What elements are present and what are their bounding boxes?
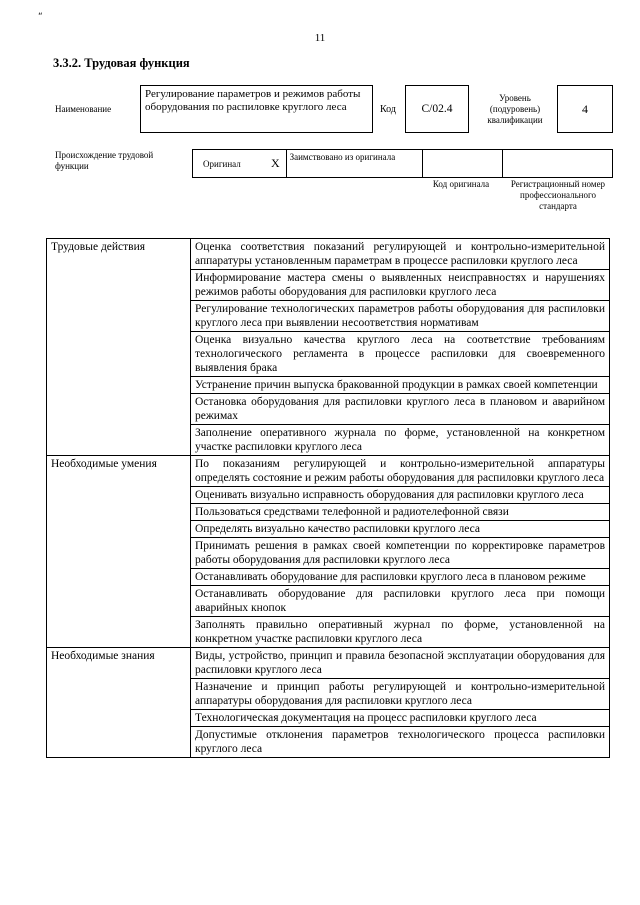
table-cell: Устранение причин выпуска бракованной продукции в рамках своей компетенции bbox=[191, 377, 610, 394]
table-cell: Принимать решения в рамках своей компетенции по корректировке параметров работы оборудования для распиловки круглого леса bbox=[191, 538, 610, 569]
name-label: Наименование bbox=[55, 104, 112, 114]
table-cell: Назначение и принцип работы регулирующей и контрольно-измерительной аппаратуры оборудования для распиловки круглого леса bbox=[191, 679, 610, 710]
code-original-caption: Код оригинала bbox=[432, 179, 490, 189]
reg-number-caption: Регистрационный номер профессионального стандарта bbox=[510, 179, 606, 211]
section-label: Трудовые действия bbox=[47, 239, 191, 456]
labor-function-table bbox=[46, 238, 610, 758]
table-cell: Останавливать оборудование для распиловки круглого леса в плановом режиме bbox=[191, 569, 610, 586]
original-cell bbox=[193, 150, 287, 177]
borrowed-label: Заимствовано из оригинала bbox=[289, 152, 396, 162]
table-cell: Пользоваться средствами телефонной и радиотелефонной связи bbox=[191, 504, 610, 521]
section-title: 3.3.2. Трудовая функция bbox=[53, 56, 190, 70]
code-value-box: C/02.4 bbox=[405, 85, 469, 133]
section-label: Необходимые умения bbox=[47, 456, 191, 648]
table-cell: Оценивать визуально исправность оборудования для распиловки круглого леса bbox=[191, 487, 610, 504]
origin-table bbox=[192, 149, 613, 178]
table-cell: Информирование мастера смены о выявленных неисправностях и нарушениях режимов работы оборудования для распиловки круглого леса bbox=[191, 270, 610, 301]
code-label: Код bbox=[380, 104, 396, 115]
table-row bbox=[47, 239, 610, 270]
table-cell: Виды, устройство, принцип и правила безопасной эксплуатации оборудования для распиловки круглого леса bbox=[191, 648, 610, 679]
table-cell: Заполнение оперативного журнала по форме, установленной на конкретном участке распиловки круглого леса bbox=[191, 425, 610, 456]
table-cell: Технологическая документация на процесс распиловки круглого леса bbox=[191, 710, 610, 727]
table-cell: По показаниям регулирующей и контрольно-измерительной аппаратуры определять состояние и режим работы оборудования для распиловки круглого леса bbox=[191, 456, 610, 487]
table-cell: Допустимые отклонения параметров технологического процесса распиловки круглого леса bbox=[191, 727, 610, 758]
table-row bbox=[47, 648, 610, 679]
table-cell: Остановка оборудования для распиловки круглого леса в плановом и аварийном режимах bbox=[191, 394, 610, 425]
reg-number-cell bbox=[503, 150, 612, 177]
table-cell: Останавливать оборудование для распиловки круглого леса при помощи аварийных кнопок bbox=[191, 586, 610, 617]
table-cell: Оценка визуально качества круглого леса на соответствие требованиям технологического регламента в процессе распиловки для своевременного выявления брака bbox=[191, 332, 610, 377]
level-label: Уровень (подуровень) квалификации bbox=[487, 93, 543, 125]
function-name-box: Регулирование параметров и режимов работы оборудования по распиловке круглого леса bbox=[140, 85, 373, 133]
original-mark: Х bbox=[271, 156, 280, 170]
table-row bbox=[47, 456, 610, 487]
origin-label: Происхождение трудовой функции bbox=[55, 150, 154, 171]
borrowed-cell bbox=[287, 150, 423, 177]
table-cell: Определять визуально качество распиловки круглого леса bbox=[191, 521, 610, 538]
table-cell: Оценка соответствия показаний регулирующей и контрольно-измерительной аппаратуры установленным параметрам в процессе распиловки круглого леса bbox=[191, 239, 610, 270]
section-label: Необходимые знания bbox=[47, 648, 191, 758]
code-original-cell bbox=[423, 150, 503, 177]
corner-mark: “ bbox=[38, 12, 43, 22]
level-value-box: 4 bbox=[557, 85, 613, 133]
table-cell: Заполнять правильно оперативный журнал по форме, установленной на конкретном участке распиловки круглого леса bbox=[191, 617, 610, 648]
table-cell: Регулирование технологических параметров работы оборудования для распиловки круглого леса при выявлении несоответствия нормативам bbox=[191, 301, 610, 332]
original-label: Оригинал bbox=[203, 159, 241, 169]
page-number: 11 bbox=[314, 32, 326, 44]
